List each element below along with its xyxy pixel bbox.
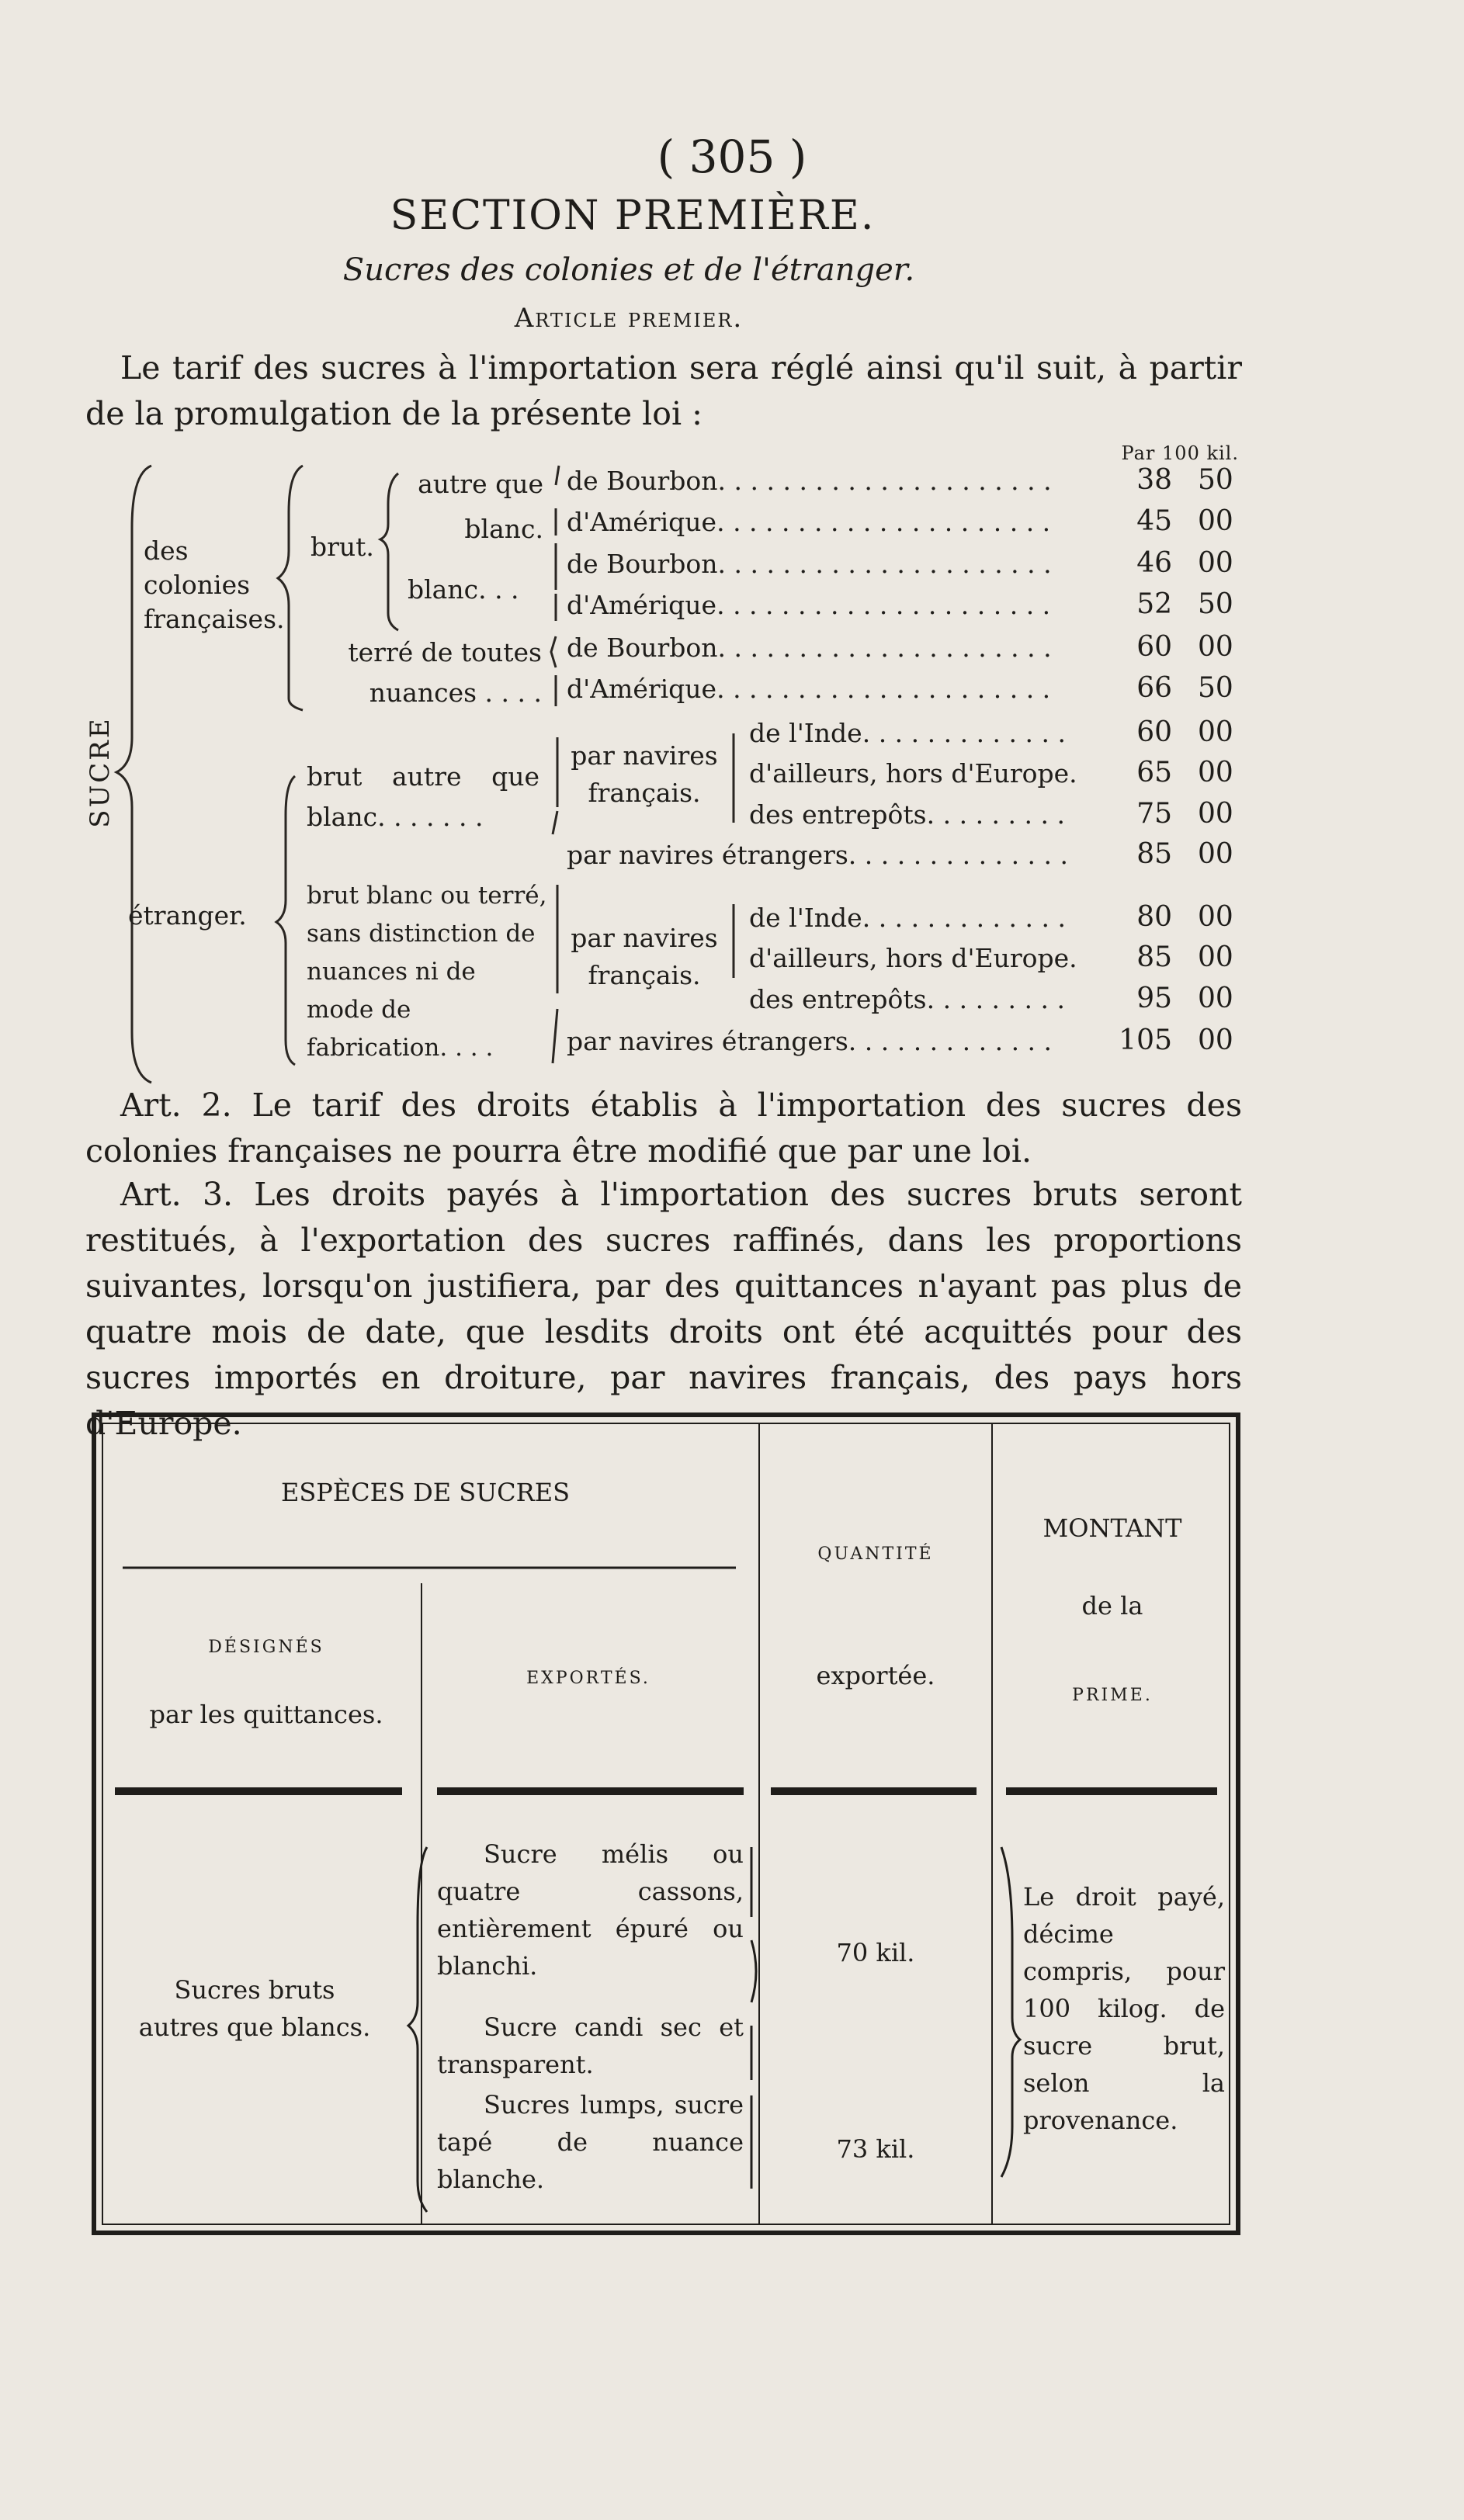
tariff-row-cent: 00 — [1198, 1024, 1233, 1056]
tariff-row-cent: 50 — [1198, 464, 1233, 496]
cell-montant: Le droit payé, décime compris, pour 100 kilog. de sucre brut, selon la provenance. — [1023, 1882, 1225, 2135]
tariff-row-origin: de l'Inde. . . . . . . . . . . . . — [749, 718, 1066, 748]
tariff-row-origin: d'Amérique. . . . . . . . . . . . . . . . . . . . . — [567, 674, 1051, 704]
cell-exportes-2: Sucre candi sec et transparent. — [437, 2012, 744, 2079]
tariff-row-franc: 75 — [1136, 798, 1172, 830]
subtitle: Sucres des colonies et de l'étranger. — [342, 252, 915, 288]
tariff-row-franc: 45 — [1136, 505, 1172, 537]
tariff-row-franc: 65 — [1136, 757, 1172, 789]
tariff-row-cent: 00 — [1198, 505, 1233, 537]
header-prime: PRIME. — [1072, 1686, 1153, 1705]
page-number: ( 305 ) — [657, 130, 807, 183]
unit-header: Par 100 kil. — [1121, 442, 1239, 464]
tariff-row-origin: des entrepôts. . . . . . . . . — [749, 984, 1065, 1014]
prime-table — [92, 1413, 1240, 2235]
tariff-row-franc: 66 — [1136, 672, 1172, 704]
header-montant-sub: de la — [1081, 1591, 1143, 1620]
sucre-side-label: SUCRE — [85, 716, 116, 828]
cell-quantite-2: 73 kil. — [836, 2134, 915, 2164]
tariff-row-franc: 46 — [1136, 547, 1172, 579]
tariff-row-franc: 38 — [1136, 464, 1172, 496]
header-quantite-sub: exportée. — [816, 1661, 935, 1690]
tariff-row-origin: par navires étrangers. . . . . . . . . . . . . — [567, 1026, 1053, 1056]
tariff-row-franc: 85 — [1136, 838, 1172, 870]
tariff-row-franc: 105 — [1119, 1024, 1172, 1056]
tariff-row-cent: 00 — [1198, 547, 1233, 579]
tariff-row-origin: de Bourbon. . . . . . . . . . . . . . . . . . . . . — [567, 466, 1052, 496]
tariff-row-franc: 85 — [1136, 941, 1172, 973]
intro-paragraph: Le tarif des sucres à l'importation sera réglé ainsi qu'il suit, à partir de la promulgation de la présente loi : — [85, 349, 1242, 432]
section-title: SECTION PREMIÈRE. — [390, 192, 876, 239]
tariff-row-origin: d'ailleurs, hors d'Europe. — [749, 758, 1077, 789]
tariff-row-cent: 00 — [1198, 798, 1233, 830]
tariff-row-cent: 00 — [1198, 941, 1233, 973]
tariff-row-cent: 00 — [1198, 901, 1233, 933]
par-navires-francais-2: par navires français. — [571, 923, 718, 990]
tariff-row-cent: 00 — [1198, 631, 1233, 663]
article-3: Art. 3. Les droits payés à l'importation des sucres bruts seront restitués, à l'exportation des sucres raffinés, dans les proportions suivantes, lorsqu'on justifiera, par des quittances n'ayant pas plus de quatre mois de date, que lesdits droits ont été acquittés pour des sucres importés en droiture, par navires français, des pays hors d'Europe. — [85, 1176, 1242, 1442]
cell-quantite-1: 70 kil. — [836, 1938, 915, 1967]
blanc-label: blanc. . . — [408, 574, 519, 605]
cell-exportes-3: Sucres lumps, sucre tapé de nuance blanche. — [437, 2090, 744, 2194]
etranger-label: étranger. — [128, 900, 247, 931]
tariff-row-franc: 60 — [1136, 716, 1172, 748]
cell-exportes-1: Sucre mélis ou quatre cassons, entièrement épuré ou blanchi. — [437, 1839, 744, 1981]
header-exportes: EXPORTÉS. — [526, 1669, 650, 1688]
header-quantite: QUANTITÉ — [817, 1544, 934, 1564]
article-2: Art. 2. Le tarif des droits établis à l'importation des sucres des colonies françaises ne pourra être modifié que par une loi. — [85, 1087, 1242, 1170]
tariff-row-origin: des entrepôts. . . . . . . . . — [749, 799, 1065, 830]
tariff-row-cent: 50 — [1198, 672, 1233, 704]
cell-designes: Sucres bruts autres que blancs. — [138, 1975, 371, 2042]
brut-label: brut. — [310, 532, 374, 562]
brut-autre-que-blanc-label: brut autre que blanc. . . . . . . — [307, 761, 539, 832]
tariff-row-cent: 00 — [1198, 838, 1233, 870]
tariff-row-origin: d'Amérique. . . . . . . . . . . . . . . . . . . . . — [567, 507, 1051, 537]
par-navires-francais-1: par navires français. — [571, 740, 718, 808]
tariff-row-franc: 52 — [1136, 588, 1172, 620]
header-montant: MONTANT — [1042, 1513, 1182, 1543]
header-designes-sub: par les quittances. — [149, 1700, 383, 1729]
tariff-row-cent: 00 — [1198, 983, 1233, 1014]
tariff-row-franc: 60 — [1136, 631, 1172, 663]
tariff-row-cent: 00 — [1198, 716, 1233, 748]
tariff-row-origin: de l'Inde. . . . . . . . . . . . . — [749, 903, 1066, 933]
header-especes: ESPÈCES DE SUCRES — [280, 1478, 571, 1507]
tariff-row-origin: de Bourbon. . . . . . . . . . . . . . . . . . . . . — [567, 549, 1052, 579]
tariff-row-cent: 50 — [1198, 588, 1233, 620]
terre-label: terré de toutes nuances . . . . — [348, 637, 542, 708]
article-heading: Article premier. — [514, 303, 744, 334]
tariff-row-franc: 95 — [1136, 983, 1172, 1014]
header-designes: DÉSIGNÉS — [208, 1638, 324, 1657]
brut-blanc-label: brut blanc ou terré, sans distinction de nuances ni de mode de fabrication. . . . — [307, 882, 547, 1062]
tariff-row-origin: de Bourbon. . . . . . . . . . . . . . . . . . . . . — [567, 633, 1052, 663]
tariff-row-origin: par navires étrangers. . . . . . . . . . . . . . — [567, 840, 1069, 870]
colonies-label: des colonies françaises. — [144, 536, 285, 634]
tariff-row-franc: 80 — [1136, 901, 1172, 933]
tariff-row-origin: d'Amérique. . . . . . . . . . . . . . . . . . . . . — [567, 590, 1051, 620]
autre-que-blanc-label: autre que blanc. — [418, 469, 543, 544]
tariff-row-origin: d'ailleurs, hors d'Europe. — [749, 943, 1077, 973]
tariff-row-cent: 00 — [1198, 757, 1233, 789]
